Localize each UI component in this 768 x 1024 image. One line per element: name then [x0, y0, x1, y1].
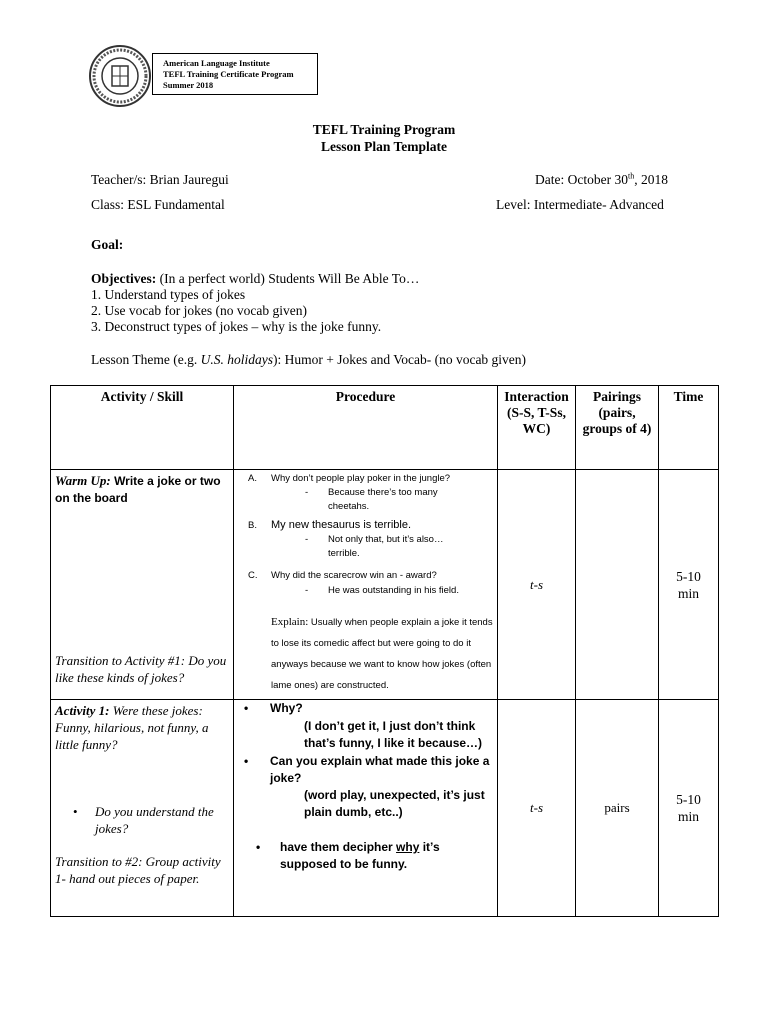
activity1-pairings: pairs	[604, 800, 630, 815]
warmup-activity-cell	[51, 470, 234, 700]
activity1-interaction: t-s	[530, 800, 543, 815]
joke-c-question: Why did the scarecrow win an - award?	[271, 570, 437, 581]
date-field	[535, 171, 668, 188]
proc-explain: Can you explain what made this joke a joke?	[270, 754, 490, 785]
activity1-text: Were these jokes: Funny, hilarious, not funny, a little funny?	[55, 703, 209, 752]
warmup-pairings-cell	[576, 470, 659, 700]
joke-c-dash: -	[305, 585, 309, 596]
theme-prefix: Lesson Theme (e.g.	[91, 352, 201, 367]
institute-seal-logo	[88, 44, 152, 108]
program-name: TEFL Training Certificate Program	[163, 69, 294, 79]
joke-a-answer: Because there’s too many cheetahs.	[328, 487, 438, 512]
proc-explain-note: (word play, unexpected, it’s just plain dumb, etc..)	[304, 788, 485, 819]
warmup-text: Write a joke or two on the board	[55, 474, 221, 505]
warmup-procedure-cell	[234, 470, 498, 700]
joke-b-answer: Not only that, but it’s also… terrible.	[328, 534, 444, 559]
objective-1: 1. Understand types of jokes	[91, 287, 246, 302]
activity1-pairings-cell	[576, 700, 659, 917]
proc-decipher-pre: have them decipher	[280, 840, 397, 854]
joke-a-dash: -	[305, 487, 309, 498]
class-field: Class: ESL Fundamental	[91, 197, 225, 212]
proc-decipher-post: it’s supposed to be funny.	[280, 840, 440, 871]
transition-to-2: Transition to #2: Group activity 1- hand out pieces of paper.	[55, 854, 221, 886]
joke-b-marker: B.	[248, 520, 257, 531]
joke-a-question: Why don’t people play poker in the jungle?	[271, 473, 451, 484]
institute-name: American Language Institute	[163, 58, 270, 68]
objective-3: 3. Deconstruct types of jokes – why is the joke funny.	[91, 319, 382, 334]
document-title	[0, 121, 768, 155]
theme-suffix: ): Humor + Jokes and Vocab- (no vocab given)	[272, 352, 527, 367]
level-field: Level: Intermediate- Advanced	[496, 197, 664, 212]
proc-decipher-why: why	[396, 840, 420, 854]
header-procedure: Procedure	[234, 386, 498, 470]
bullet-dot: •	[73, 804, 78, 819]
title-line-2: Lesson Plan Template	[320, 139, 448, 154]
warmup-time-cell	[659, 470, 719, 700]
joke-a-marker: A.	[248, 473, 257, 484]
activity1-description	[55, 702, 227, 753]
goal-label: Goal:	[91, 237, 124, 252]
activity1-label: Activity 1:	[55, 703, 110, 718]
explain-label: Explain:	[271, 616, 309, 628]
warmup-interaction-cell	[498, 470, 576, 700]
table-row	[51, 700, 719, 917]
explain-note	[271, 612, 493, 696]
activity1-interaction-cell	[498, 700, 576, 917]
title-line-1: TEFL Training Program	[312, 122, 456, 137]
bullet-dot: •	[244, 754, 249, 768]
warmup-interaction: t-s	[530, 576, 543, 592]
table-row	[51, 470, 719, 700]
objectives-heading	[91, 270, 419, 287]
joke-c-answer: He was outstanding in his field.	[328, 585, 459, 596]
date-superscript: th	[627, 171, 635, 181]
bullet-dot: •	[256, 840, 261, 854]
institute-header-box	[152, 53, 318, 95]
explain-text: Usually when people explain a joke it tends to lose its comedic affect but were going to do it anyways because we want to know how jokes (often lame ones) are constructed.	[271, 617, 493, 691]
lesson-plan-table	[50, 385, 719, 917]
objectives-intro: (In a perfect world) Students Will Be Able To…	[156, 271, 420, 286]
activity1-bullet	[73, 803, 229, 837]
program-term: Summer 2018	[163, 80, 214, 90]
proc-why-note: (I don’t get it, I just don’t think that’s funny, I like it because…)	[304, 719, 483, 750]
table-header-row	[51, 386, 719, 470]
date-suffix: , 2018	[634, 172, 668, 187]
header-interaction: Interaction (S-S, T-Ss, WC)	[498, 386, 576, 470]
activity1-time: 5-10 min	[676, 792, 701, 824]
proc-decipher	[280, 839, 480, 873]
header-activity-skill: Activity / Skill	[51, 386, 234, 470]
warmup-label: Warm Up:	[55, 473, 111, 488]
joke-c-marker: C.	[248, 570, 258, 581]
warmup-time: 5-10 min	[676, 568, 701, 601]
warmup-activity	[55, 472, 227, 507]
objective-2: 2. Use vocab for jokes (no vocab given)	[91, 303, 307, 318]
activity1-activity-cell	[51, 700, 234, 917]
activity1-bullet-text: Do you understand the jokes?	[95, 804, 214, 836]
activity1-time-cell	[659, 700, 719, 917]
header-time: Time	[659, 386, 719, 470]
transition-to-activity-1: Transition to Activity #1: Do you like these kinds of jokes?	[55, 653, 227, 685]
bullet-dot: •	[244, 701, 249, 715]
activity1-procedure-cell	[234, 700, 498, 917]
date-prefix: Date: October 30	[535, 172, 628, 187]
proc-why: Why?	[270, 701, 303, 715]
lesson-theme	[91, 351, 526, 368]
objectives-label: Objectives:	[91, 271, 157, 286]
warmup-pairings	[576, 470, 658, 699]
joke-b-dash: -	[305, 534, 309, 545]
teacher-field: Teacher/s: Brian Jauregui	[91, 172, 229, 187]
joke-b-question: My new thesaurus is terrible.	[271, 519, 411, 531]
theme-example: U.S. holidays	[200, 352, 273, 367]
header-pairings: Pairings (pairs, groups of 4)	[576, 386, 659, 470]
